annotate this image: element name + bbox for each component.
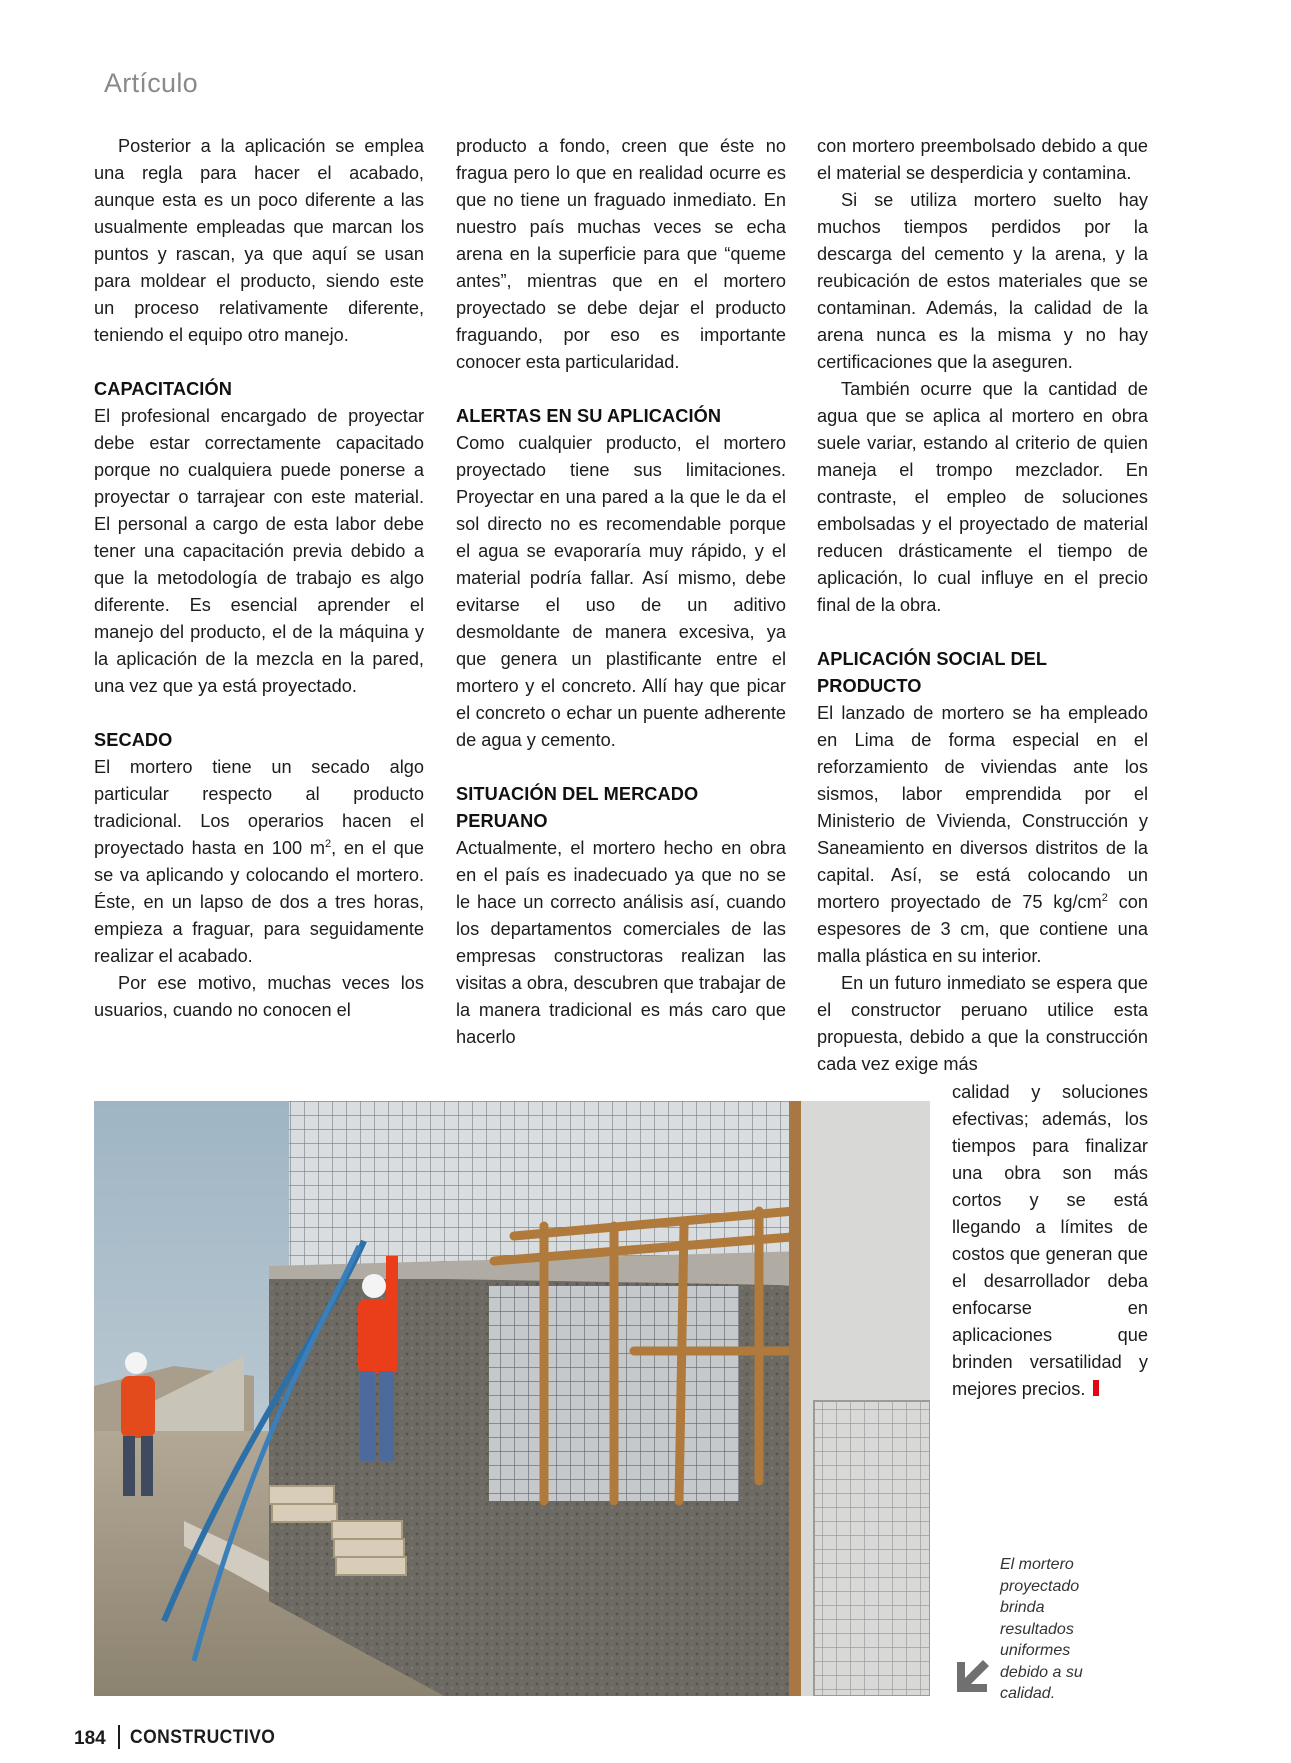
arrow-down-left-icon	[953, 1658, 991, 1696]
page-number: 184	[74, 1728, 106, 1749]
heading-secado: SECADO	[94, 730, 173, 750]
paragraph: producto a fondo, creen que éste no fragua pero lo que en realidad ocurre es que no tiene un fraguado inmediato. En nuestro país muchas veces se echa arena en la superficie para que “queme antes”, mientras que en el mortero proyectado se debe dejar el producto fraguando, por eso es importante conocer esta particularidad.	[456, 136, 786, 372]
column-1	[94, 133, 424, 1024]
paragraph: En un futuro inmediato se espera que el constructor peruano utilice esta propuesta, debido a que la construcción cada vez exige más	[817, 973, 1148, 1074]
photo-caption: El mortero proyectado brinda resultados uniformes debido a su calidad.	[1000, 1556, 1083, 1702]
paragraph: Posterior a la aplicación se emplea una regla para hacer el acabado, aunque esta es un poco diferente a las usualmente empleadas que marcan los puntos y rascan, ya que aquí se usan para moldear el producto, siendo este un proceso relativamente diferente, teniendo el equipo otro manejo.	[94, 136, 424, 345]
paragraph: Como cualquier producto, el mortero proyectado tiene sus limitaciones. Proyectar en una pared a la que le da el sol directo no es recomendable porque el agua se evaporaría muy rápido, y el material podría fallar. Así mismo, debe evitarse el uso de un aditivo desmoldante de manera excesiva, ya que genera un plastificante entre el mortero y el concreto. Allí hay que picar el concreto o echar un puente adherente de agua y cemento.	[456, 433, 786, 750]
footer-divider	[118, 1725, 120, 1749]
heading-alertas: ALERTAS EN SU APLICACIÓN	[456, 406, 722, 426]
paragraph: El mortero tiene un secado algo particular respecto al producto tradicional. Los operarios hacen el proyectado hasta en 100 $m^2$, en el que se va aplicando y colocando el mortero. Éste, en un lapso de dos a tres horas, empieza a fraguar, para seguidamente realizar el acabado.	[94, 757, 424, 966]
column-3	[817, 133, 1148, 1078]
heading-aplicacion-social: APLICACIÓN SOCIAL DEL PRODUCTO	[817, 649, 1047, 696]
magazine-name: CONSTRUCTIVO	[130, 1727, 276, 1748]
construction-photo	[94, 1101, 930, 1696]
paragraph: También ocurre que la cantidad de agua que se aplica al mortero en obra suele variar, estando al criterio de quien maneja el trompo mezclador. En contraste, el empleo de soluciones embolsadas y el proyectado de material reducen drásticamente el tiempo de aplicación, lo cual influye en el precio final de la obra.	[817, 379, 1148, 615]
paragraph: El profesional encargado de proyectar debe estar correctamente capacitado porque no cualquiera puede ponerse a proyectar o tarrajear con este material. El personal a cargo de esta labor debe tener una capacitación previa debido a que la metodología de trabajo es algo diferente. Es esencial aprender el manejo del producto, el de la máquina y la aplicación de la mezcla en la pared, una vez que ya está proyectado.	[94, 406, 424, 696]
paragraph: El lanzado de mortero se ha empleado en Lima de forma especial en el reforzamiento de viviendas ante los sismos, labor emprendida por el Ministerio de Vivienda, Construcción y Saneamiento en diversos distritos de la capital. Así, se está colocando un mortero proyectado de 75 $kg/cm^2$ con espesores de 3 cm, que contiene una malla plástica en su interior.	[817, 703, 1148, 966]
end-of-article-mark	[1093, 1380, 1099, 1396]
wrapped-text-column	[952, 1079, 1148, 1403]
paragraph: Por ese motivo, muchas veces los usuarios, cuando no conocen el	[94, 973, 424, 1020]
paragraph: calidad y soluciones efectivas; además, los tiempos para finalizar una obra son más cortos y se está llegando a límites de costos que generan que el desarrollador deba enfocarse en aplicaciones que brinden versatilidad y mejores precios.	[952, 1082, 1148, 1399]
heading-mercado: SITUACIÓN DEL MERCADO PERUANO	[456, 784, 699, 831]
paragraph: Actualmente, el mortero hecho en obra en el país es inadecuado ya que no se le hace un correcto análisis así, cuando los departamentos comerciales de las empresas constructoras realizan las visitas a obra, descubren que trabajar de la manera tradicional es más caro que hacerlo	[456, 838, 786, 1047]
column-2	[456, 133, 786, 1051]
paragraph: Si se utiliza mortero suelto hay muchos tiempos perdidos por la descarga del cemento y la arena, y la reubicación de estos materiales que se contaminan. Además, la calidad de la arena nunca es la misma y no hay certificaciones que la aseguren.	[817, 190, 1148, 372]
section-label: Artículo	[104, 68, 198, 98]
heading-capacitacion: CAPACITACIÓN	[94, 379, 232, 399]
paragraph: con mortero preembolsado debido a que el material se desperdicia y contamina.	[817, 136, 1148, 183]
